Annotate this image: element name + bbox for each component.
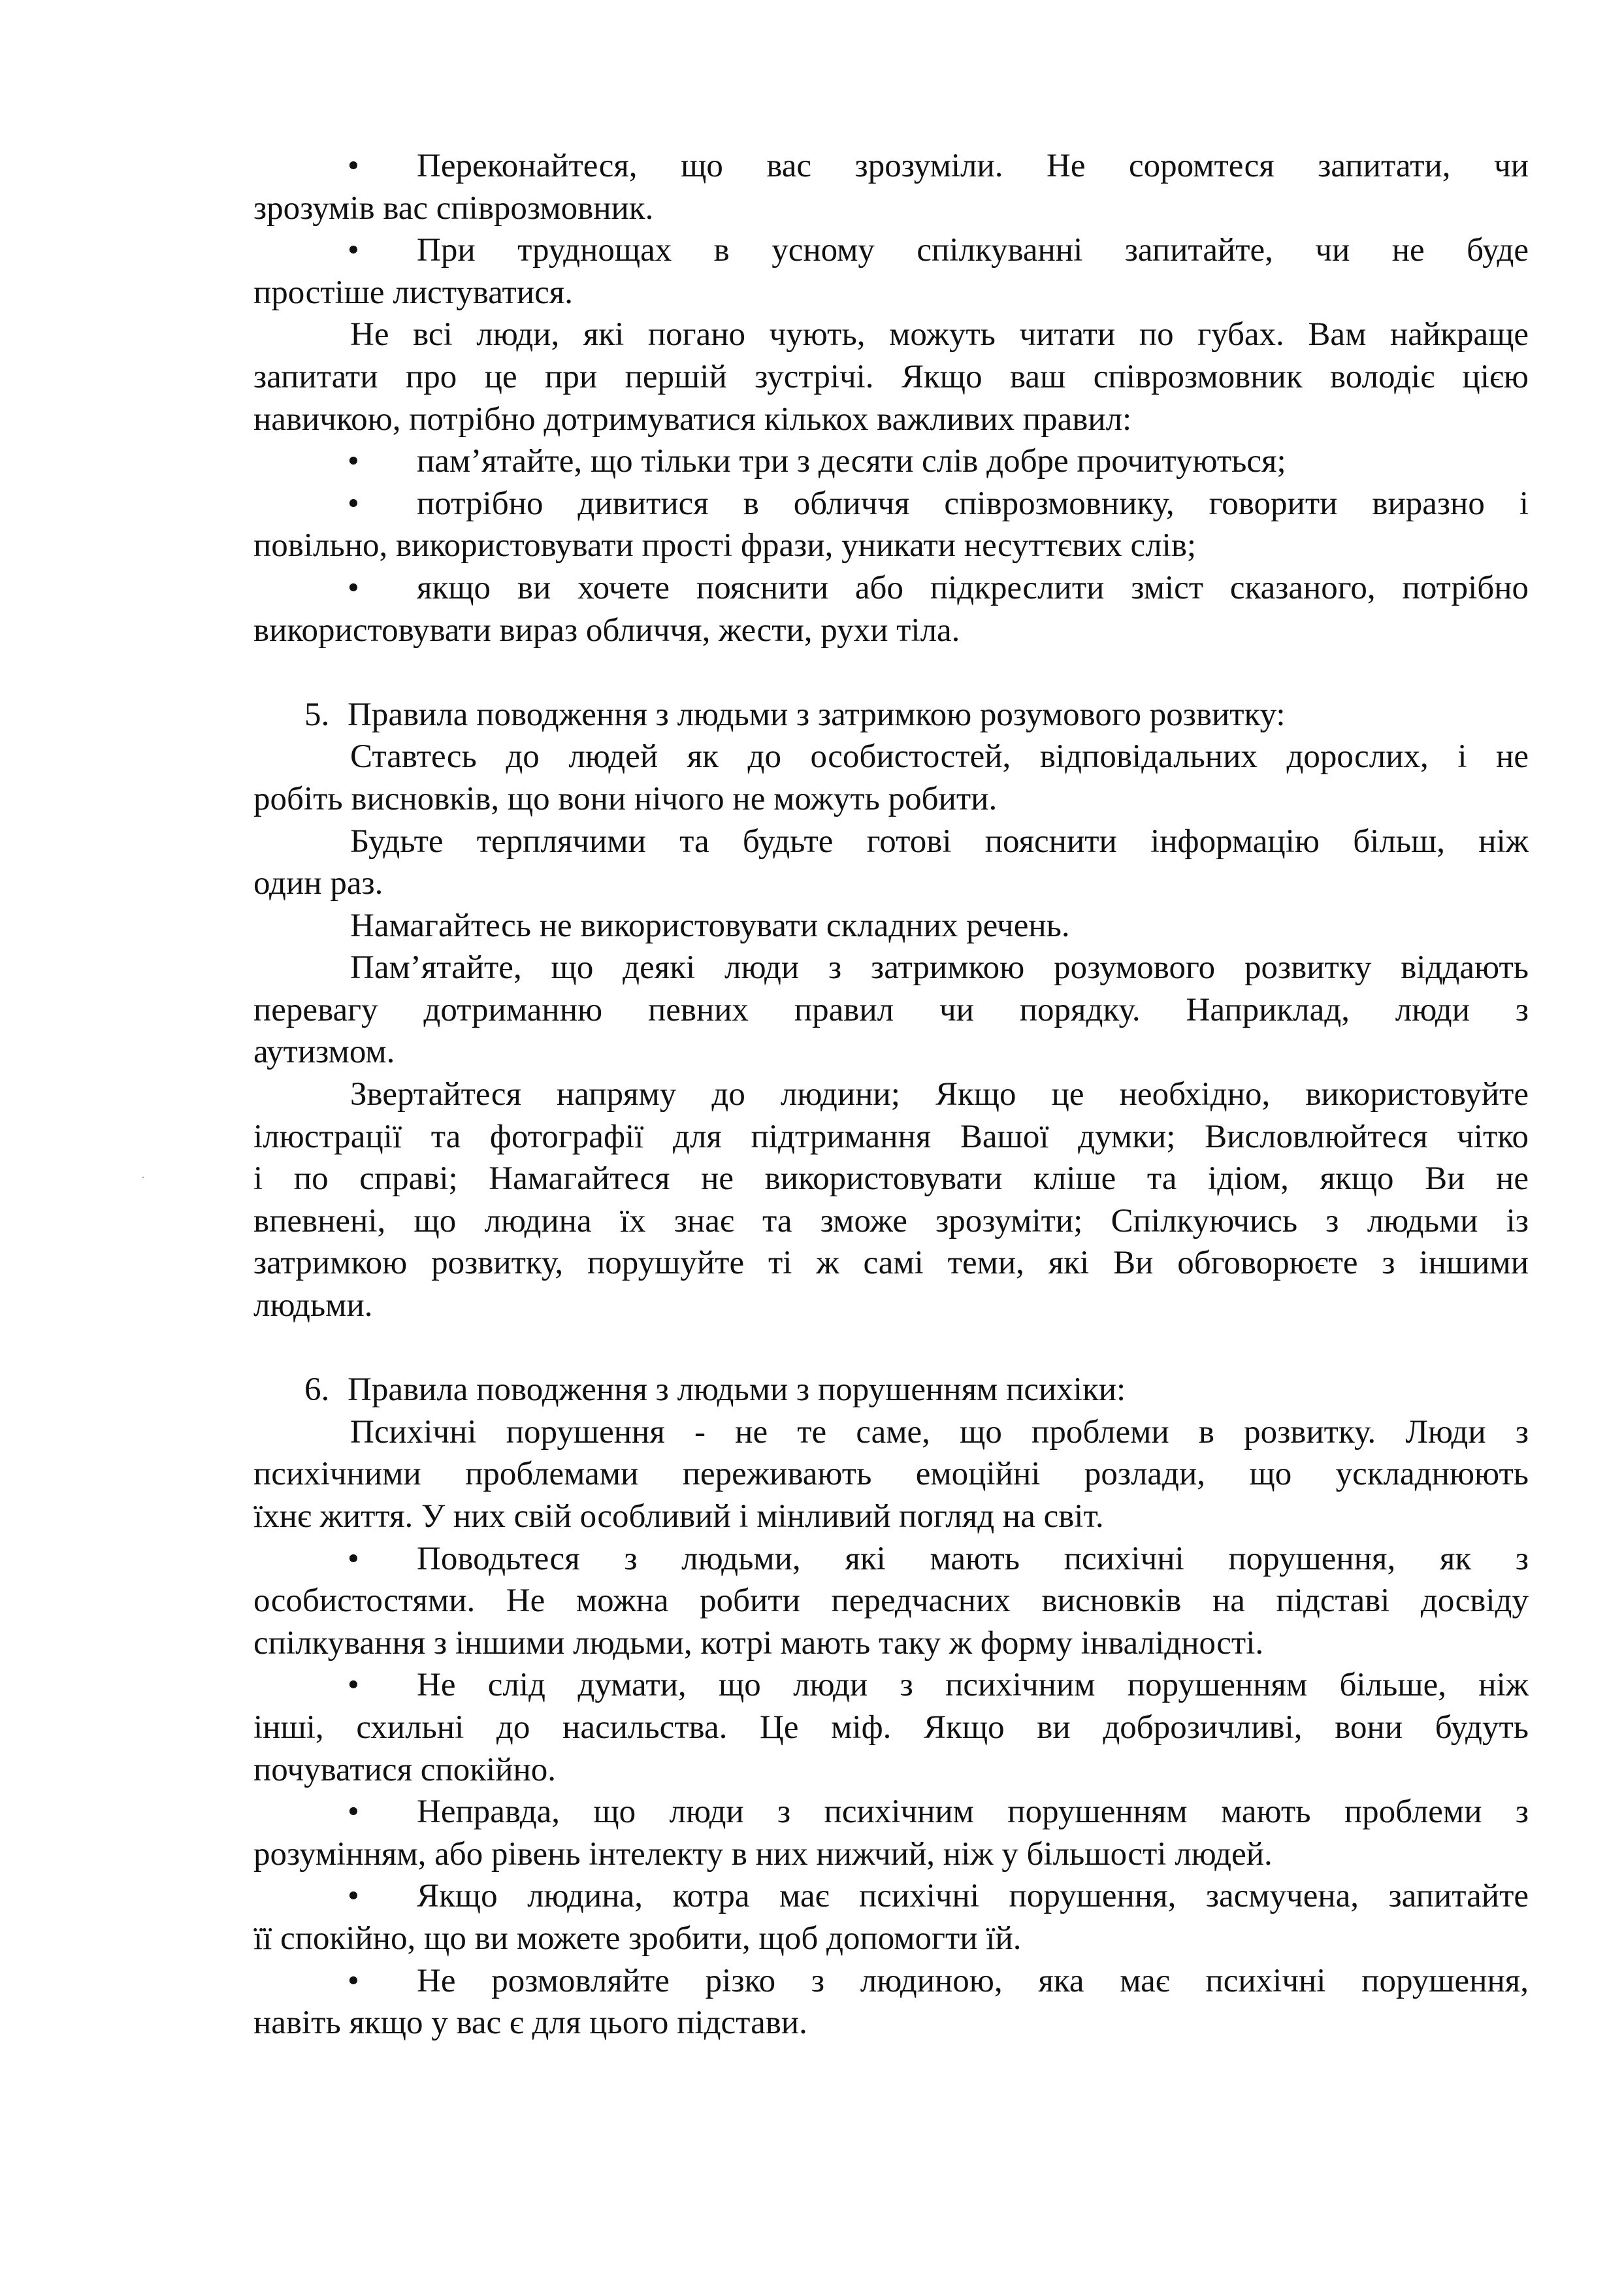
paragraph xyxy=(253,314,1529,440)
text-line xyxy=(253,610,1529,652)
text-line xyxy=(253,2002,1529,2044)
line-text: почуватися спокійно. xyxy=(253,1751,556,1788)
line-text: розумінням, або рівень інтелекту в них нижчий, ніж у більшості людей. xyxy=(253,1835,1273,1873)
bullet-icon: • xyxy=(348,1540,359,1577)
line-text: Переконайтеся, що вас зрозуміли. Не соромтеся запитати, чи xyxy=(417,148,1529,184)
bullet-icon: • xyxy=(348,569,359,606)
document-page xyxy=(253,145,1529,2044)
text-line xyxy=(253,1242,1529,1285)
bullet-icon: • xyxy=(348,1878,359,1915)
bullet-item xyxy=(253,1875,1529,1959)
line-text: її спокійно, що ви можете зробити, щоб допомогти їй. xyxy=(253,1920,1022,1957)
line-text: аутизмом. xyxy=(253,1034,395,1071)
text-line xyxy=(253,862,1529,905)
section-title: Правила поводження з людьми з порушенням психіки: xyxy=(348,1371,1126,1409)
line-text: спілкування з іншими людьми, котрі мають таку ж форму інвалідності. xyxy=(253,1624,1264,1662)
section-spacer xyxy=(253,1327,1529,1369)
text-line xyxy=(253,272,1529,314)
bullet-item xyxy=(253,1664,1529,1791)
text-line xyxy=(253,1664,1529,1707)
line-text: особистостями. Не можна робити передчасних висновків на підставі досвіду xyxy=(253,1582,1529,1620)
line-text: один раз. xyxy=(253,865,383,902)
text-line xyxy=(253,399,1529,441)
line-text: Намагайтесь не використовувати складних речень. xyxy=(350,907,1070,944)
text-line xyxy=(253,1411,1529,1454)
line-text: потрібно дивитися в обличчя співрозмовнику, говорити виразно і xyxy=(417,485,1529,522)
bullet-icon: • xyxy=(348,1962,359,1999)
scan-speck xyxy=(142,1177,144,1178)
line-text: Не слід думати, що люди з психічним порушенням більше, ніж xyxy=(417,1667,1529,1704)
line-text: Поводьтеся з людьми, які мають психічні порушення, як з xyxy=(417,1540,1529,1577)
paragraph xyxy=(253,905,1529,947)
text-line xyxy=(253,1580,1529,1622)
line-text: Неправда, що люди з психічним порушенням мають проблеми з xyxy=(417,1794,1529,1831)
text-line xyxy=(253,1031,1529,1073)
line-text: Будьте терплячими та будьте готові пояснити інформацію більш, ніж xyxy=(350,823,1529,860)
section-number: 5. xyxy=(304,696,330,733)
line-text: зрозумів вас співрозмовник. xyxy=(253,189,654,227)
text-line xyxy=(253,1538,1529,1581)
text-line xyxy=(253,1116,1529,1158)
text-line xyxy=(253,1285,1529,1327)
text-line xyxy=(253,567,1529,610)
bullet-icon: • xyxy=(348,1667,359,1704)
text-line xyxy=(253,1453,1529,1496)
text-line xyxy=(253,1073,1529,1116)
line-text: перевагу дотриманню певних правил чи порядку. Наприклад, люди з xyxy=(253,991,1529,1028)
text-line xyxy=(253,483,1529,525)
section-heading xyxy=(253,694,1529,736)
text-line xyxy=(253,1791,1529,1833)
bullet-icon: • xyxy=(348,148,359,184)
text-line xyxy=(253,947,1529,989)
text-line xyxy=(253,905,1529,947)
line-text: При труднощах в усному спілкуванні запитайте, чи не буде xyxy=(417,232,1529,269)
bullet-icon: • xyxy=(348,443,359,480)
line-text: повільно, використовувати прості фрази, уникати несуттєвих слів; xyxy=(253,527,1197,565)
line-text: пам’ятайте, що тільки три з десяти слів добре прочитуються; xyxy=(417,443,1286,480)
section-number: 6. xyxy=(304,1371,330,1409)
line-text: Ставтесь до людей як до особистостей, відповідальних дорослих, і не xyxy=(350,738,1529,776)
bullet-item xyxy=(253,1538,1529,1665)
text-line xyxy=(253,1496,1529,1538)
section-title: Правила поводження з людьми з затримкою розумового розвитку: xyxy=(348,696,1286,733)
line-text: людьми. xyxy=(253,1287,373,1324)
line-text: запитати про це при першій зустрічі. Якщо ваш співрозмовник володіє цією xyxy=(253,358,1529,395)
text-line xyxy=(253,821,1529,863)
text-line xyxy=(253,229,1529,272)
paragraph xyxy=(253,1411,1529,1538)
line-text: їхнє життя. У них свій особливий і мінливий погляд на світ. xyxy=(253,1498,1104,1535)
line-text: Звертайтеся напряму до людини; Якщо це необхідно, використовуйте xyxy=(350,1076,1529,1113)
line-text: впевнені, що людина їх знає та зможе зрозуміти; Спілкуючись з людьми із xyxy=(253,1202,1529,1239)
bullet-item xyxy=(253,567,1529,651)
bullet-item xyxy=(253,1791,1529,1875)
line-text: Психічні порушення - не те саме, що проблеми в розвитку. Люди з xyxy=(350,1413,1529,1450)
line-text: психічними проблемами переживають емоційні розлади, що ускладнюють xyxy=(253,1456,1529,1493)
text-line xyxy=(253,1707,1529,1749)
section-heading xyxy=(253,1369,1529,1411)
bullet-icon: • xyxy=(348,1794,359,1831)
line-text: інші, схильні до насильства. Це міф. Якщо ви доброзичливі, вони будуть xyxy=(253,1709,1529,1746)
bullet-item xyxy=(253,145,1529,229)
text-line xyxy=(253,314,1529,356)
text-line xyxy=(253,778,1529,821)
text-line xyxy=(253,188,1529,230)
text-line xyxy=(253,440,1529,483)
text-line xyxy=(253,1200,1529,1243)
line-text: ілюстрації та фотографії для підтримання Вашої думки; Висловлюйтеся чітко xyxy=(253,1118,1529,1155)
text-line xyxy=(253,525,1529,567)
paragraph xyxy=(253,947,1529,1073)
line-text: навичкою, потрібно дотримуватися кількох важливих правил: xyxy=(253,401,1132,438)
text-line xyxy=(253,1158,1529,1200)
text-line xyxy=(253,1833,1529,1876)
line-text: Не розмовляйте різко з людиною, яка має психічні порушення, xyxy=(417,1962,1529,1999)
text-line xyxy=(253,1622,1529,1665)
bullet-item xyxy=(253,483,1529,567)
bullet-item xyxy=(253,440,1529,483)
line-text: Якщо людина, котра має психічні порушення, засмучена, запитайте xyxy=(417,1878,1529,1915)
line-text: і по справі; Намагайтеся не використовувати кліше та ідіом, якщо Ви не xyxy=(253,1160,1529,1198)
line-text: робіть висновків, що вони нічого не можуть робити. xyxy=(253,780,998,817)
text-line xyxy=(253,145,1529,188)
text-line xyxy=(253,736,1529,778)
bullet-item xyxy=(253,1960,1529,2044)
line-text: простіше листуватися. xyxy=(253,274,573,311)
text-line xyxy=(253,356,1529,399)
text-line xyxy=(253,1749,1529,1792)
line-text: якщо ви хочете пояснити або підкреслити зміст сказаного, потрібно xyxy=(417,569,1529,606)
section-spacer xyxy=(253,651,1529,694)
line-text: використовувати вираз обличчя, жести, рухи тіла. xyxy=(253,612,960,649)
text-line xyxy=(253,1918,1529,1960)
paragraph xyxy=(253,1073,1529,1327)
bullet-item xyxy=(253,229,1529,314)
bullet-icon: • xyxy=(348,232,359,269)
line-text: Не всі люди, які погано чують, можуть читати по губах. Вам найкраще xyxy=(350,316,1529,353)
line-text: затримкою розвитку, порушуйте ті ж самі теми, які Ви обговорюєте з іншими xyxy=(253,1245,1529,1282)
text-line xyxy=(253,1960,1529,2003)
line-text: навіть якщо у вас є для цього підстави. xyxy=(253,2005,807,2042)
paragraph xyxy=(253,736,1529,820)
paragraph xyxy=(253,821,1529,905)
line-text: Пам’ятайте, що деякі люди з затримкою розумового розвитку віддають xyxy=(350,949,1529,987)
text-line xyxy=(253,989,1529,1032)
text-line xyxy=(253,1875,1529,1918)
bullet-icon: • xyxy=(348,485,359,522)
